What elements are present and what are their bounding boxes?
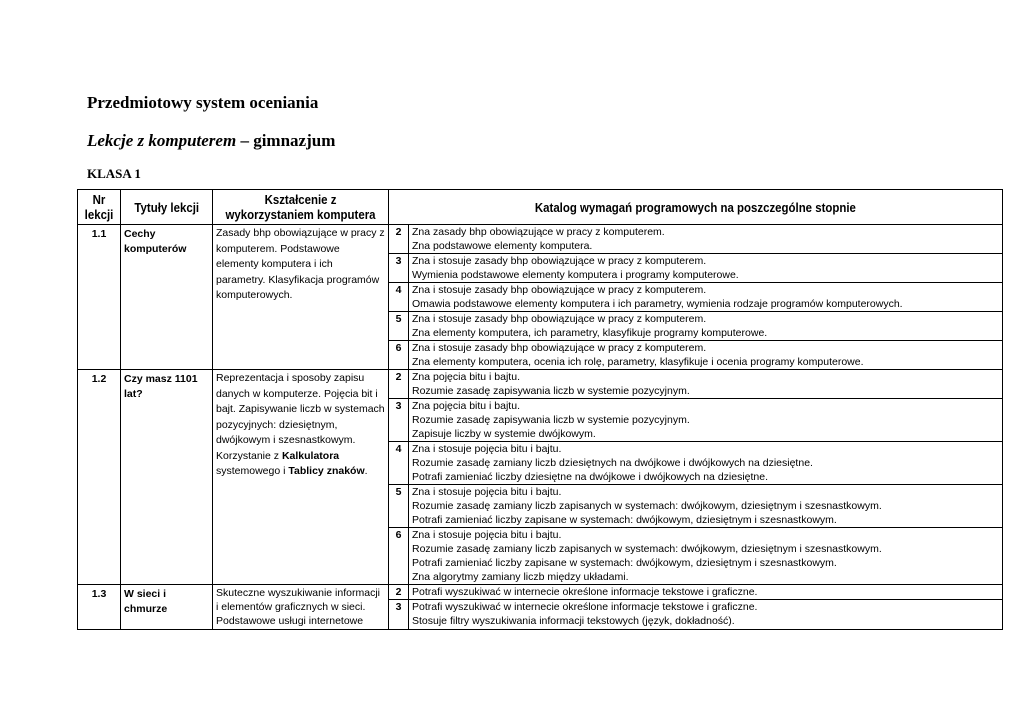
header-titles: Tytuły lekcji xyxy=(121,190,213,225)
grade-level: 5 xyxy=(389,312,409,341)
requirement-line: Zna elementy komputera, ich parametry, klasyfikuje programy komputerowe. xyxy=(412,327,768,339)
requirement-line: Zna pojęcia bitu i bajtu. xyxy=(412,371,520,383)
table-header-row xyxy=(78,190,1003,225)
grade-level: 4 xyxy=(389,442,409,485)
grade-level: 6 xyxy=(389,528,409,585)
requirement-line: Zna i stosuje pojęcia bitu i bajtu. xyxy=(412,486,562,498)
grade-level: 3 xyxy=(389,399,409,442)
grade-requirements xyxy=(409,442,1003,485)
lesson-nr: 1.2 xyxy=(78,370,121,585)
requirement-line: Zna zasady bhp obowiązujące w pracy z komputerem. xyxy=(412,226,665,238)
requirement-line: Zna podstawowe elementy komputera. xyxy=(412,240,593,252)
document-title: Przedmiotowy system oceniania xyxy=(87,93,319,112)
table-row xyxy=(78,585,1003,600)
requirement-line: Rozumie zasadę zapisywania liczb w systemie pozycyjnym. xyxy=(412,414,690,426)
requirement-line: Zna i stosuje pojęcia bitu i bajtu. xyxy=(412,529,562,541)
subtitle-italic: Lekcje z komputerem xyxy=(87,131,237,150)
lesson-description: Zasady bhp obowiązujące w pracy z komputerem. Podstawowe elementy komputera i ich parametry. Klasyfikacja programów komputerowych. xyxy=(213,225,389,370)
requirement-line: Zna i stosuje zasady bhp obowiązujące w pracy z komputerem. xyxy=(412,342,707,354)
requirement-line: Wymienia podstawowe elementy komputera i programy komputerowe. xyxy=(412,269,739,281)
table-row xyxy=(78,370,1003,399)
document-subtitle xyxy=(87,131,335,151)
requirement-line: Zapisuje liczby w systemie dwójkowym. xyxy=(412,428,596,440)
grade-level: 2 xyxy=(389,370,409,399)
requirement-line: Omawia podstawowe elementy komputera i ich parametry, wymienia rodzaje programów komputerowych. xyxy=(412,298,903,310)
grade-requirements xyxy=(409,283,1003,312)
lesson-nr: 1.1 xyxy=(78,225,121,370)
requirement-line: Potrafi zamieniać liczby zapisane w systemach: dwójkowym, dziesiętnym i szesnastkowym. xyxy=(412,514,837,526)
requirement-line: Potrafi wyszukiwać w internecie określone informacje tekstowe i graficzne. xyxy=(412,601,758,614)
requirement-line: Zna elementy komputera, ocenia ich rolę, parametry, klasyfikuje i ocenia programy komputerowe. xyxy=(412,356,864,368)
lesson-description: Skuteczne wyszukiwanie informacji i elementów graficznych w sieci. Podstawowe usługi internetowe xyxy=(213,585,389,630)
subtitle-rest: – gimnazjum xyxy=(236,131,336,150)
requirement-line: Zna i stosuje pojęcia bitu i bajtu. xyxy=(412,443,562,455)
requirement-line: Zna i stosuje zasady bhp obowiązujące w pracy z komputerem. xyxy=(412,255,707,267)
grade-level: 2 xyxy=(389,225,409,254)
grade-requirements xyxy=(409,585,1003,600)
table-row xyxy=(78,225,1003,254)
requirement-line: Rozumie zasadę zapisywania liczb w systemie pozycyjnym. xyxy=(412,385,690,397)
lesson-title: Czy masz 1101 lat? xyxy=(121,370,213,585)
lesson-title: Cechy komputerów xyxy=(121,225,213,370)
grade-requirements xyxy=(409,600,1003,630)
requirement-line: Potrafi zamieniać liczby dziesiętne na dwójkowe i dwójkowych na dziesiętne. xyxy=(412,471,769,483)
requirement-line: Zna i stosuje zasady bhp obowiązujące w pracy z komputerem. xyxy=(412,313,707,325)
grade-requirements xyxy=(409,225,1003,254)
class-label: KLASA 1 xyxy=(87,166,141,181)
requirement-line: Zna algorytmy zamiany liczb między układami. xyxy=(412,571,629,583)
header-nr: Nr lekcji xyxy=(78,190,121,225)
requirement-line: Zna i stosuje zasady bhp obowiązujące w pracy z komputerem. xyxy=(412,284,707,296)
grade-requirements xyxy=(409,312,1003,341)
grade-requirements xyxy=(409,254,1003,283)
requirement-line: Rozumie zasadę zamiany liczb zapisanych w systemach: dwójkowym, dziesiętnym i szesnastkowym. xyxy=(412,500,882,512)
requirement-line: Rozumie zasadę zamiany liczb zapisanych w systemach: dwójkowym, dziesiętnym i szesnastkowym. xyxy=(412,543,882,555)
header-education: Kształcenie z wykorzystaniem komputera xyxy=(213,190,389,225)
header-catalog: Katalog wymagań programowych na poszczególne stopnie xyxy=(389,190,1003,225)
grade-level: 2 xyxy=(389,585,409,600)
lesson-title: W sieci i chmurze xyxy=(121,585,213,630)
grading-table xyxy=(77,189,1003,630)
grade-level: 4 xyxy=(389,283,409,312)
lesson-nr: 1.3 xyxy=(78,585,121,630)
requirement-line: Potrafi wyszukiwać w internecie określone informacje tekstowe i graficzne. xyxy=(412,586,758,598)
grade-level: 3 xyxy=(389,254,409,283)
requirement-line: Zna pojęcia bitu i bajtu. xyxy=(412,400,520,412)
requirement-line: Stosuje filtry wyszukiwania informacji tekstowych (język, dokładność). xyxy=(412,615,735,628)
requirement-line: Rozumie zasadę zamiany liczb dziesiętnych na dwójkowe i dwójkowych na dziesiętne. xyxy=(412,457,813,469)
grade-requirements xyxy=(409,370,1003,399)
grade-requirements xyxy=(409,485,1003,528)
grade-level: 6 xyxy=(389,341,409,370)
grade-level: 3 xyxy=(389,600,409,630)
grade-requirements xyxy=(409,399,1003,442)
grade-level: 5 xyxy=(389,485,409,528)
lesson-description: Reprezentacja i sposoby zapisu danych w komputerze. Pojęcia bit i bajt. Zapisywanie liczb w systemach pozycyjnych: dziesiętnym, dwójkowym i szesnastkowym. Korzystanie z Kalkulatora systemowego i Tablicy znaków. xyxy=(213,370,389,585)
grade-requirements xyxy=(409,341,1003,370)
grade-requirements xyxy=(409,528,1003,585)
requirement-line: Potrafi zamieniać liczby zapisane w systemach: dwójkowym, dziesiętnym i szesnastkowym. xyxy=(412,557,837,569)
